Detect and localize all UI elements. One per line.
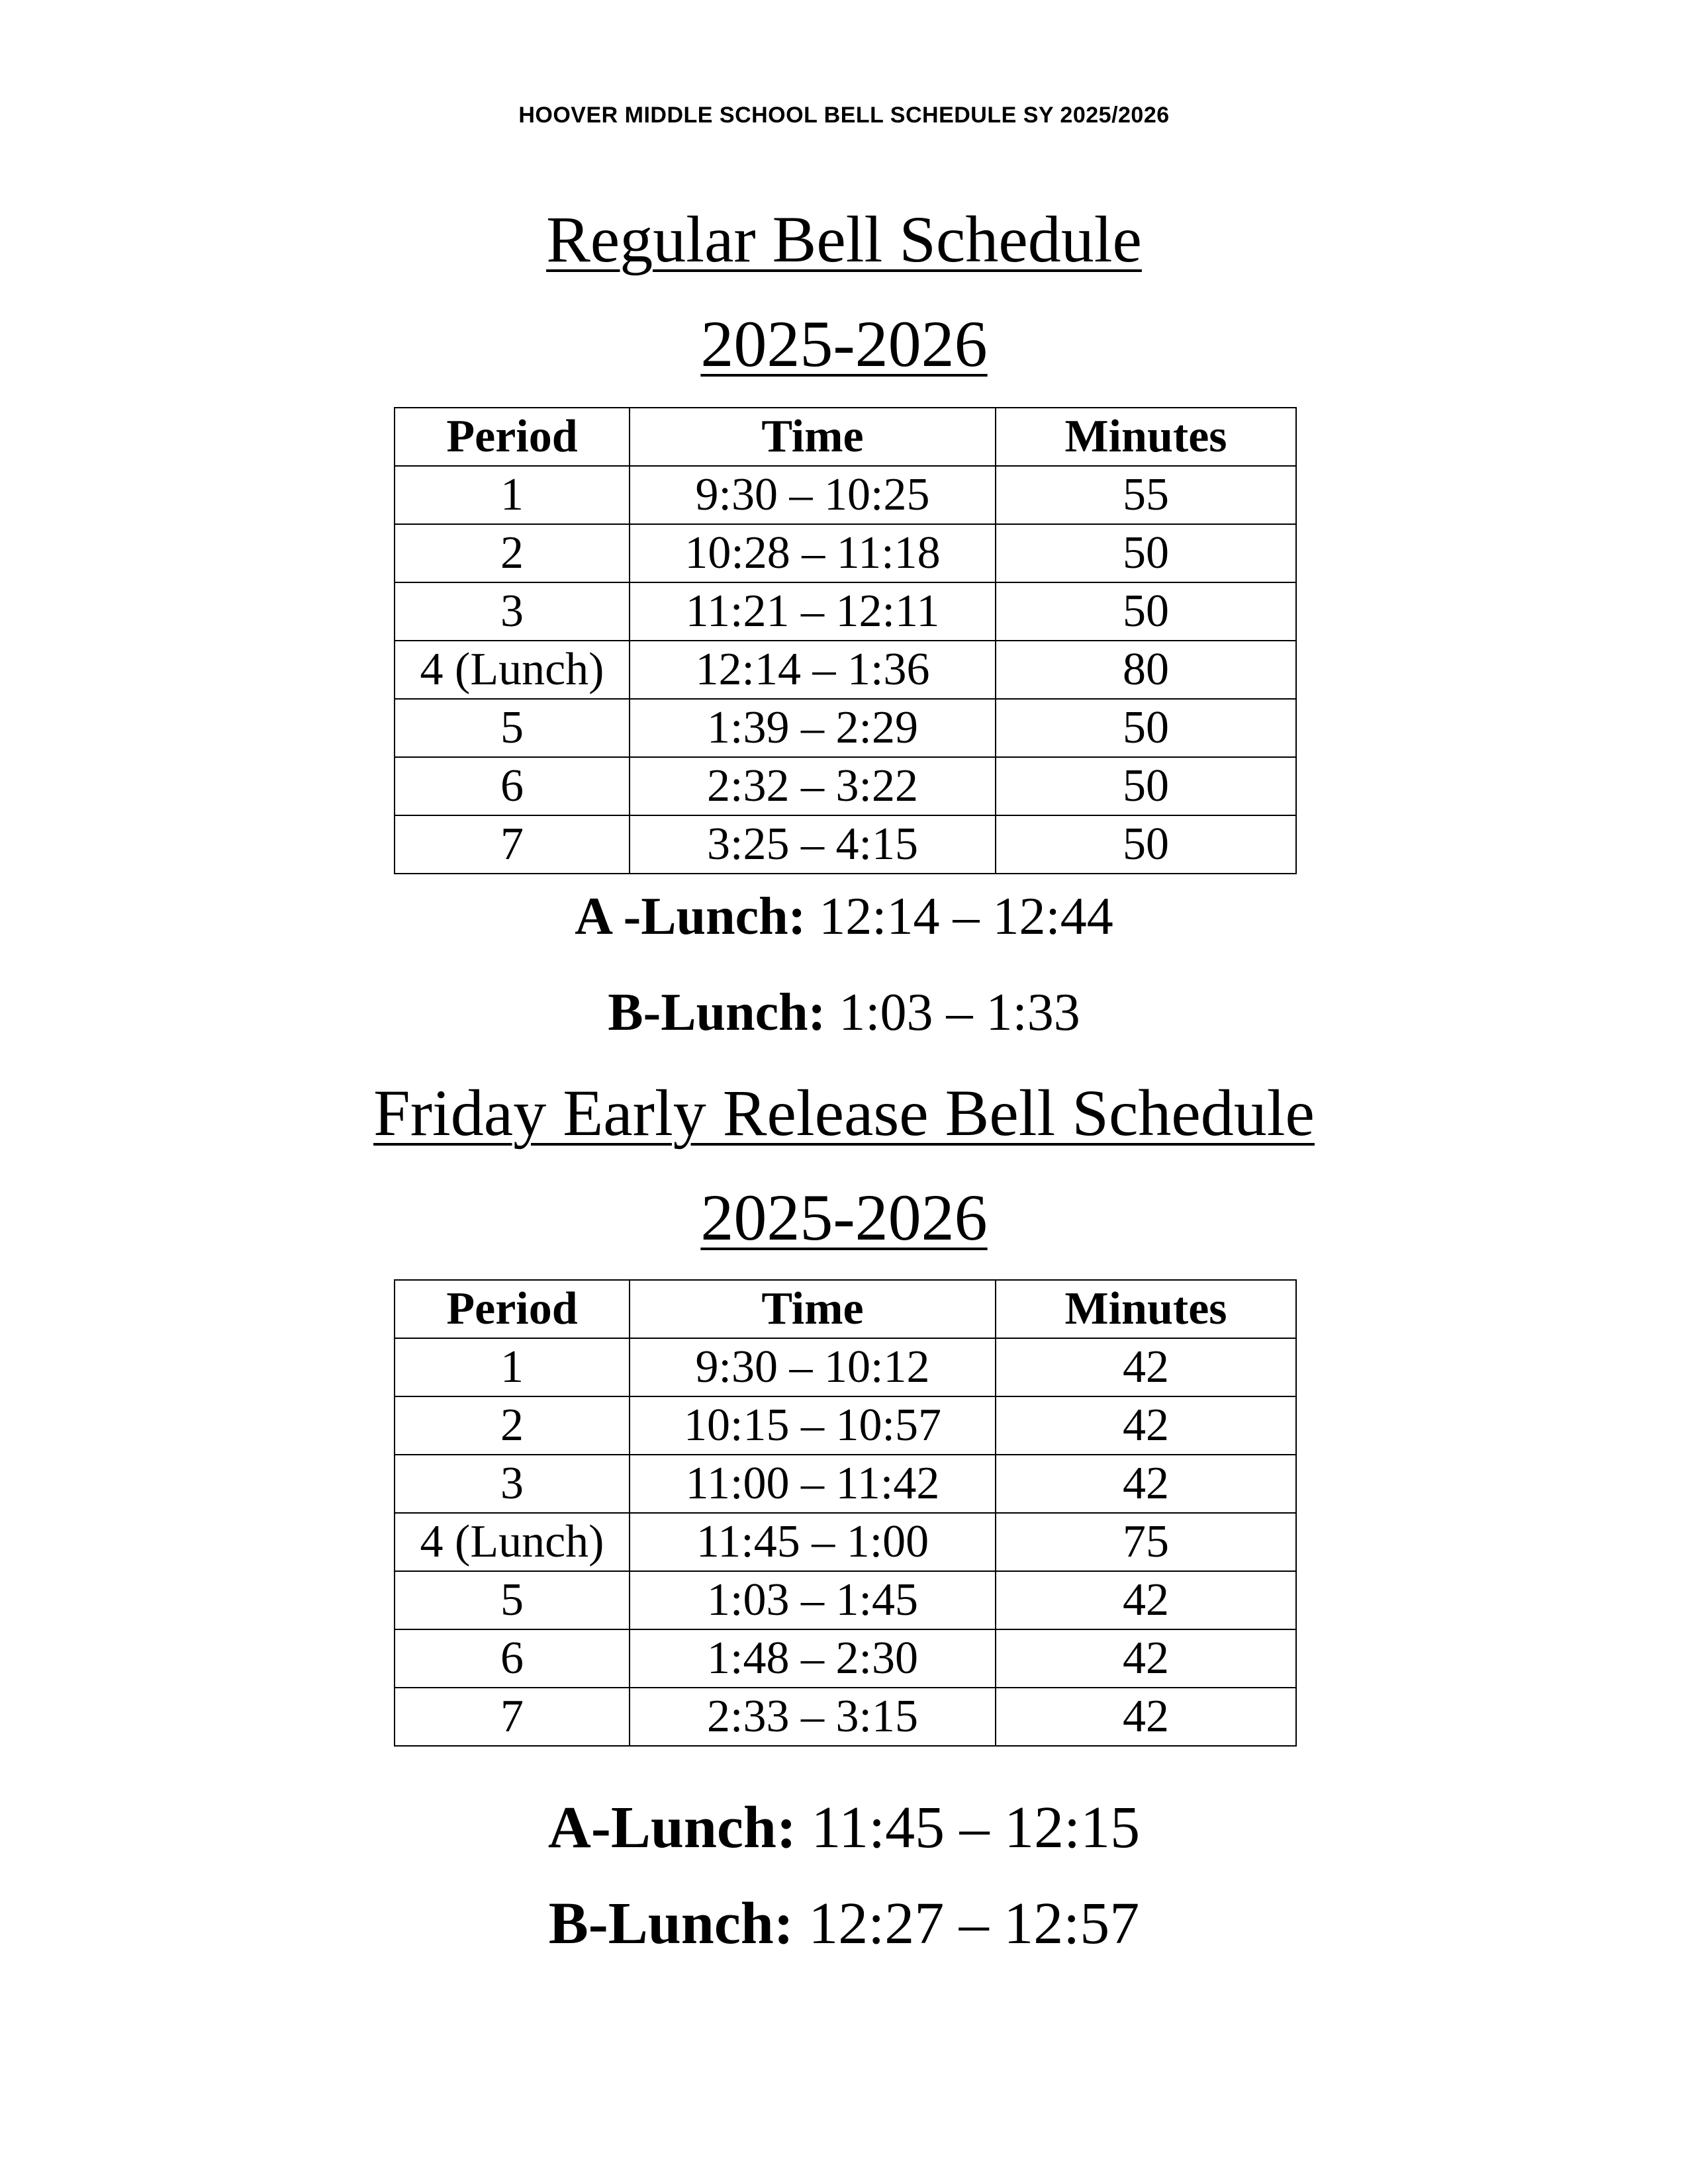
table-row: [395, 699, 1296, 757]
table-row: [395, 524, 1296, 582]
period-cell: 2: [395, 1396, 630, 1455]
time-cell: 2:33 – 3:15: [630, 1688, 996, 1746]
minutes-cell: 50: [996, 815, 1296, 874]
a-lunch-time: 11:45 – 12:15: [811, 1795, 1141, 1860]
time-cell: 11:21 – 12:11: [630, 582, 996, 641]
time-cell: 12:14 – 1:36: [630, 641, 996, 699]
friday-schedule-year-text: 2025-2026: [700, 1181, 988, 1254]
friday-schedule-table: [394, 1279, 1297, 1747]
table-row: [395, 1513, 1296, 1571]
time-cell: 9:30 – 10:12: [630, 1338, 996, 1396]
table-row: [395, 815, 1296, 874]
time-cell: 10:28 – 11:18: [630, 524, 996, 582]
minutes-cell: 50: [996, 757, 1296, 815]
minutes-cell: 42: [996, 1571, 1296, 1629]
a-lunch-label: A-Lunch:: [547, 1795, 796, 1860]
time-cell: 3:25 – 4:15: [630, 815, 996, 874]
period-cell: 6: [395, 1629, 630, 1688]
table-row: [395, 641, 1296, 699]
column-header-minutes: Minutes: [996, 1280, 1296, 1338]
minutes-cell: 50: [996, 699, 1296, 757]
a-lunch-time: 12:14 – 12:44: [819, 887, 1113, 946]
minutes-cell: 42: [996, 1396, 1296, 1455]
friday-schedule-title-text: Friday Early Release Bell Schedule: [373, 1076, 1315, 1150]
regular-schedule-year-text: 2025-2026: [700, 307, 988, 381]
time-cell: 11:00 – 11:42: [630, 1455, 996, 1513]
time-cell: 1:48 – 2:30: [630, 1629, 996, 1688]
table-row: [395, 1455, 1296, 1513]
friday-schedule-title: [0, 1076, 1688, 1150]
document-header: HOOVER MIDDLE SCHOOL BELL SCHEDULE SY 2025/2026: [518, 103, 1170, 128]
minutes-cell: 42: [996, 1629, 1296, 1688]
table-header-row: [395, 408, 1296, 466]
minutes-cell: 42: [996, 1338, 1296, 1396]
minutes-cell: 55: [996, 466, 1296, 524]
period-cell: 5: [395, 699, 630, 757]
minutes-cell: 50: [996, 524, 1296, 582]
a-lunch-label: A -Lunch:: [575, 887, 806, 946]
b-lunch-label: B-Lunch:: [548, 1891, 794, 1956]
table-row: [395, 757, 1296, 815]
friday-a-lunch: [0, 1795, 1688, 1860]
minutes-cell: 75: [996, 1513, 1296, 1571]
regular-schedule-year: [0, 307, 1688, 381]
period-cell: 1: [395, 1338, 630, 1396]
period-cell: 2: [395, 524, 630, 582]
column-header-period: Period: [395, 1280, 630, 1338]
column-header-period: Period: [395, 408, 630, 466]
friday-schedule-year: [0, 1181, 1688, 1254]
column-header-minutes: Minutes: [996, 408, 1296, 466]
table-row: [395, 1571, 1296, 1629]
time-cell: 11:45 – 1:00: [630, 1513, 996, 1571]
table-row: [395, 1629, 1296, 1688]
table-row: [395, 1688, 1296, 1746]
minutes-cell: 80: [996, 641, 1296, 699]
table-row: [395, 1338, 1296, 1396]
period-cell: 4 (Lunch): [395, 641, 630, 699]
time-cell: 2:32 – 3:22: [630, 757, 996, 815]
period-cell: 5: [395, 1571, 630, 1629]
table-row: [395, 466, 1296, 524]
column-header-time: Time: [630, 1280, 996, 1338]
b-lunch-time: 12:27 – 12:57: [808, 1891, 1140, 1956]
period-cell: 6: [395, 757, 630, 815]
regular-schedule-table: [394, 407, 1297, 874]
table-header-row: [395, 1280, 1296, 1338]
period-cell: 4 (Lunch): [395, 1513, 630, 1571]
time-cell: 9:30 – 10:25: [630, 466, 996, 524]
b-lunch-time: 1:03 – 1:33: [839, 983, 1080, 1042]
time-cell: 1:39 – 2:29: [630, 699, 996, 757]
time-cell: 10:15 – 10:57: [630, 1396, 996, 1455]
minutes-cell: 42: [996, 1455, 1296, 1513]
period-cell: 1: [395, 466, 630, 524]
period-cell: 7: [395, 815, 630, 874]
b-lunch-label: B-Lunch:: [608, 983, 826, 1042]
friday-b-lunch: [0, 1891, 1688, 1956]
period-cell: 3: [395, 1455, 630, 1513]
minutes-cell: 42: [996, 1688, 1296, 1746]
period-cell: 7: [395, 1688, 630, 1746]
column-header-time: Time: [630, 408, 996, 466]
regular-b-lunch: [0, 983, 1688, 1042]
table-row: [395, 582, 1296, 641]
regular-a-lunch: [0, 887, 1688, 946]
table-row: [395, 1396, 1296, 1455]
regular-schedule-title: [0, 203, 1688, 276]
regular-schedule-title-text: Regular Bell Schedule: [546, 203, 1142, 276]
time-cell: 1:03 – 1:45: [630, 1571, 996, 1629]
period-cell: 3: [395, 582, 630, 641]
minutes-cell: 50: [996, 582, 1296, 641]
